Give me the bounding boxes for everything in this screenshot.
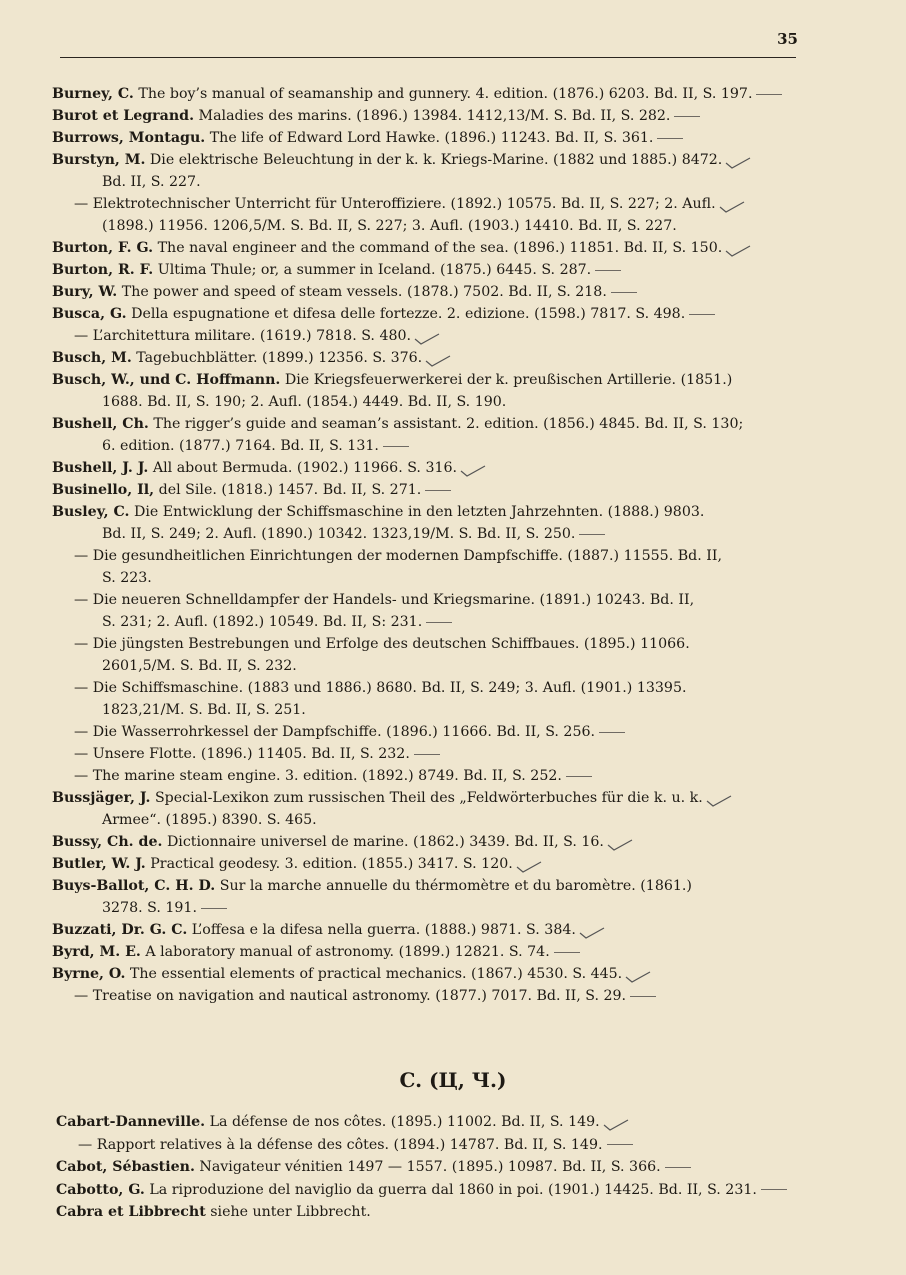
checkmark-icon [724,154,752,166]
entry-text: The marine steam engine. 3. edition. (1892.) 8749. Bd. II, S. 252. [92,768,562,784]
entry-line [52,237,812,259]
entry-line [52,677,812,699]
index-entry [56,1134,816,1157]
entry-text: Ultima Thule; or, a summer in Iceland. (1875.) 6445. S. 287. [157,262,592,278]
header-rule [60,57,796,58]
entry-line [52,787,812,809]
pencil-dash-mark [689,314,715,315]
index-entry [52,963,812,985]
index-entry [52,831,812,853]
entry-line [52,303,812,325]
entry-line [52,875,812,897]
entry-text: Della espugnatione et difesa delle fortezze. 2. edizione. (1598.) 7817. S. 498. [131,306,686,322]
entry-author: Cabra et Libbrecht [56,1204,206,1220]
entry-text: Maladies des marins. (1896.) 13984. 1412,13/M. S. Bd. II, S. 282. [198,108,671,124]
entry-text: Die Entwicklung der Schiffsmaschine in den letzten Jahrzehnten. (1888.) 9803. [133,504,705,520]
pencil-dash-mark [607,1144,633,1145]
entry-text: 2601,5/M. S. Bd. II, S. 232. [102,658,297,674]
entry-author: Bussy, Ch. de. [52,834,163,850]
pencil-dash-mark [756,94,782,95]
entry-line [52,831,812,853]
pencil-dash-mark [554,952,580,953]
entry-author: Burrows, Montagu. [52,130,206,146]
repeat-author-dash: — [74,988,89,1004]
index-entry [52,875,812,919]
entry-line [56,1179,816,1202]
index-entry [52,501,812,545]
entry-line [56,1156,816,1179]
index-entry [52,237,812,259]
entry-author: Buzzati, Dr. G. C. [52,922,188,938]
pencil-dash-mark [595,270,621,271]
entry-line [52,941,812,963]
repeat-author-dash: — [74,746,89,762]
pencil-dash-mark [761,1189,787,1190]
index-entry [52,633,812,677]
pencil-dash-mark [426,622,452,623]
entry-author: Bushell, Ch. [52,416,149,432]
entry-line [52,743,812,765]
index-entry [52,149,812,193]
entry-author: Buys-Ballot, C. H. D. [52,878,216,894]
checkmark-icon [424,352,452,364]
pencil-dash-mark [201,908,227,909]
entry-continuation [52,171,812,193]
entry-text: La riproduzione del naviglio da guerra dal 1860 in poi. (1901.) 14425. Bd. II, S. 231. [149,1181,757,1198]
entry-line [52,589,812,611]
entry-text: Bd. II, S. 227. [102,174,201,190]
index-entry [52,765,812,787]
index-entry [52,985,812,1007]
index-entry [56,1111,816,1134]
entry-text: The rigger’s guide and seaman’s assistant. 2. edition. (1856.) 4845. Bd. II, S. 130; [153,416,744,432]
entry-continuation [52,215,812,237]
entry-line [52,259,812,281]
checkmark-icon [413,330,441,342]
pencil-dash-mark [599,732,625,733]
entry-author: Bussjäger, J. [52,790,151,806]
index-entry [52,479,812,501]
entry-text: del Sile. (1818.) 1457. Bd. II, S. 271. [158,482,422,498]
entry-text: S. 223. [102,570,152,586]
entry-author: Busca, G. [52,306,127,322]
entry-author: Burney, C. [52,86,134,102]
pencil-dash-mark [657,138,683,139]
index-entry [56,1179,816,1202]
index-entry [52,721,812,743]
entry-line [52,281,812,303]
entry-author: Burton, F. G. [52,240,154,256]
checkmark-icon [578,924,606,936]
repeat-author-dash: — [78,1136,93,1153]
entry-text: Treatise on navigation and nautical astronomy. (1877.) 7017. Bd. II, S. 29. [92,988,627,1004]
entry-line [52,149,812,171]
entry-author: Burstyn, M. [52,152,146,168]
pencil-dash-mark [630,996,656,997]
checkmark-icon [705,792,733,804]
entry-text: Die jüngsten Bestrebungen und Erfolge des deutschen Schiffbaues. (1895.) 11066. [92,636,690,652]
entry-continuation [52,611,812,633]
entry-text: S. 231; 2. Aufl. (1892.) 10549. Bd. II, S: 231. [102,614,423,630]
pencil-dash-mark [611,292,637,293]
entry-text: Rapport relatives à la défense des côtes. (1894.) 14787. Bd. II, S. 149. [96,1136,603,1153]
repeat-author-dash: — [74,636,89,652]
index-entry [52,347,812,369]
entry-text: (1898.) 11956. 1206,5/M. S. Bd. II, S. 227; 3. Aufl. (1903.) 14410. Bd. II, S. 227. [102,218,677,234]
repeat-author-dash: — [74,680,89,696]
entry-text: The naval engineer and the command of the sea. (1896.) 11851. Bd. II, S. 150. [157,240,723,256]
index-entry [52,589,812,633]
entry-line [52,457,812,479]
entry-line [52,413,812,435]
entry-author: Byrd, M. E. [52,944,141,960]
entry-continuation [52,523,812,545]
entry-text: L’architettura militare. (1619.) 7818. S. 480. [92,328,412,344]
entry-text: Dictionnaire universel de marine. (1862.) 3439. Bd. II, S. 16. [166,834,604,850]
index-entry [56,1156,816,1179]
pencil-dash-mark [665,1167,691,1168]
pencil-dash-mark [414,754,440,755]
index-entry [52,457,812,479]
entry-text: siehe unter Libbrecht. [210,1204,371,1220]
entry-text: 1688. Bd. II, S. 190; 2. Aufl. (1854.) 4449. Bd. II, S. 190. [102,394,507,410]
entry-author: Businello, Il, [52,482,155,498]
index-entry [52,853,812,875]
entry-line [52,853,812,875]
entry-text: La défense de nos côtes. (1895.) 11002. Bd. II, S. 149. [209,1114,600,1130]
entry-text: 6. edition. (1877.) 7164. Bd. II, S. 131. [102,438,379,454]
checkmark-icon [606,836,634,848]
pencil-dash-mark [674,116,700,117]
index-entry [52,413,812,457]
page-number: 35 [777,30,798,48]
entry-author: Bushell, J. J. [52,460,149,476]
checkmark-icon [602,1116,630,1128]
entry-line [52,193,812,215]
pencil-dash-mark [383,446,409,447]
repeat-author-dash: — [74,196,89,212]
entry-line [52,369,812,391]
entry-author: Bury, W. [52,284,118,300]
entry-author: Busch, M. [52,350,132,366]
index-entries-b [52,83,812,1007]
entry-continuation [52,435,812,457]
entry-text: Die gesundheitlichen Einrichtungen der modernen Dampfschiffe. (1887.) 11555. Bd. II, [92,548,722,564]
repeat-author-dash: — [74,328,89,344]
entry-text: A laboratory manual of astronomy. (1899.) 12821. S. 74. [145,944,550,960]
entry-author: Butler, W. J. [52,856,146,872]
index-entry [52,919,812,941]
checkmark-icon [515,858,543,870]
index-entry [52,105,812,127]
index-entry [52,193,812,237]
entry-text: The essential elements of practical mechanics. (1867.) 4530. S. 445. [129,966,623,982]
index-entry [52,83,812,105]
entry-text: Bd. II, S. 249; 2. Aufl. (1890.) 10342. 1323,19/M. S. Bd. II, S. 250. [102,526,576,542]
entry-text: Tagebuchblätter. (1899.) 12356. S. 376. [136,350,423,366]
entry-text: The boy’s manual of seamanship and gunnery. 4. edition. (1876.) 6203. Bd. II, S. 197. [138,86,753,102]
entry-line [56,1134,816,1157]
entry-text: 1823,21/M. S. Bd. II, S. 251. [102,702,306,718]
index-entry [52,303,812,325]
index-entries-c [56,1111,816,1224]
index-entry [52,259,812,281]
checkmark-icon [718,198,746,210]
entry-line [52,479,812,501]
entry-continuation [52,391,812,413]
entry-continuation [52,655,812,677]
entry-line [56,1111,816,1134]
index-entry [52,941,812,963]
entry-line [52,919,812,941]
entry-author: Busley, C. [52,504,130,520]
entry-line [52,501,812,523]
entry-text: L’offesa e la difesa nella guerra. (1888.) 9871. S. 384. [191,922,576,938]
pencil-dash-mark [425,490,451,491]
entry-line [52,963,812,985]
entry-continuation [52,567,812,589]
entry-text: Die elektrische Beleuchtung in der k. k. Kriegs-Marine. (1882 und 1885.) 8472. [149,152,723,168]
section-heading: C. (Ц, Ч.) [399,1068,507,1092]
checkmark-icon [624,968,652,980]
index-entry [52,743,812,765]
index-entry [52,787,812,831]
entry-continuation [52,897,812,919]
entry-author: Burton, R. F. [52,262,154,278]
repeat-author-dash: — [74,548,89,564]
entry-author: Busch, W., und C. Hoffmann. [52,372,281,388]
entry-text: The power and speed of steam vessels. (1878.) 7502. Bd. II, S. 218. [121,284,607,300]
entry-author: Cabart-Danneville. [56,1114,206,1130]
index-entry [52,127,812,149]
entry-line [52,347,812,369]
entry-continuation [52,809,812,831]
repeat-author-dash: — [74,768,89,784]
entry-author: Byrne, O. [52,966,126,982]
entry-text: Sur la marche annuelle du thérmomètre et du baromètre. (1861.) [219,878,692,894]
entry-text: 3278. S. 191. [102,900,197,916]
entry-line [56,1201,816,1224]
checkmark-icon [724,242,752,254]
entry-continuation [52,699,812,721]
entry-text: Practical geodesy. 3. edition. (1855.) 3417. S. 120. [150,856,513,872]
repeat-author-dash: — [74,724,89,740]
entry-text: Unsere Flotte. (1896.) 11405. Bd. II, S. 232. [92,746,410,762]
pencil-dash-mark [566,776,592,777]
checkmark-icon [459,462,487,474]
entry-line [52,83,812,105]
entry-text: Special-Lexikon zum russischen Theil des „Feldwörterbuches für die k. u. k. [154,790,703,806]
entry-line [52,985,812,1007]
entry-text: Die Schiffsmaschine. (1883 und 1886.) 8680. Bd. II, S. 249; 3. Aufl. (1901.) 13395. [92,680,687,696]
entry-line [52,765,812,787]
entry-text: Armee“. (1895.) 8390. S. 465. [102,812,317,828]
entry-author: Burot et Legrand. [52,108,195,124]
index-entry [52,545,812,589]
entry-line [52,545,812,567]
entry-author: Cabot, Sébastien. [56,1159,195,1175]
pencil-dash-mark [579,534,605,535]
entry-author: Cabotto, G. [56,1181,145,1198]
entry-line [52,325,812,347]
entry-line [52,633,812,655]
entry-text: The life of Edward Lord Hawke. (1896.) 11243. Bd. II, S. 361. [209,130,654,146]
index-entry [52,281,812,303]
index-entry [52,325,812,347]
entry-line [52,105,812,127]
entry-text: Die Kriegsfeuerwerkerei der k. preußischen Artillerie. (1851.) [284,372,733,388]
entry-text: Die Wasserrohrkessel der Dampfschiffe. (1896.) 11666. Bd. II, S. 256. [92,724,596,740]
index-entry [52,677,812,721]
entry-text: Die neueren Schnelldampfer der Handels- und Kriegsmarine. (1891.) 10243. Bd. II, [92,592,695,608]
entry-text: Elektrotechnischer Unterricht für Unteroffiziere. (1892.) 10575. Bd. II, S. 227; 2. Aufl. [92,196,716,212]
entry-line [52,127,812,149]
entry-text: All about Bermuda. (1902.) 11966. S. 316. [152,460,458,476]
entry-text: Navigateur vénitien 1497 — 1557. (1895.) 10987. Bd. II, S. 366. [199,1159,661,1175]
index-entry [52,369,812,413]
repeat-author-dash: — [74,592,89,608]
entry-line [52,721,812,743]
index-entry [56,1201,816,1224]
